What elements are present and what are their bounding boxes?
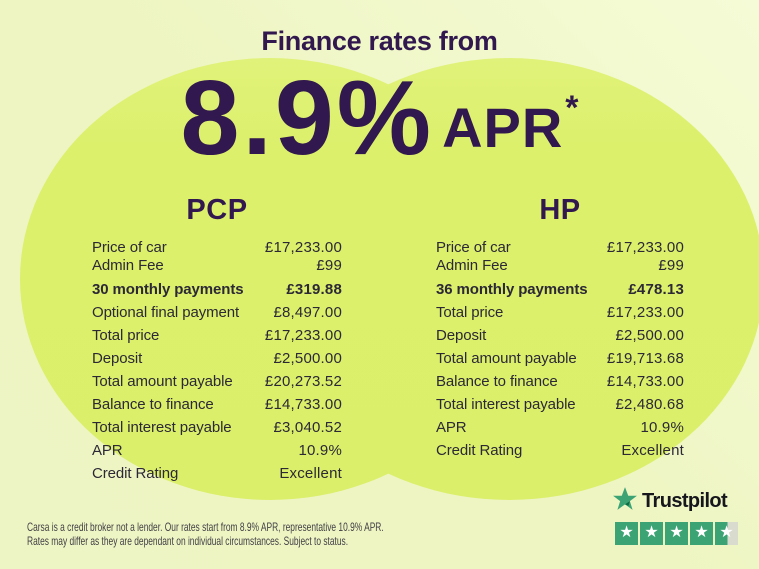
disclaimer-line-2: Rates may differ as they are dependant on individual circumstances. Subject to status. [27,534,349,548]
table-row [92,442,342,460]
table-row [436,419,684,437]
row-label: Optional final payment [92,304,240,321]
row-value: £17,233.00 [606,239,684,256]
row-label: Balance to finance [436,373,558,390]
row-value: £2,500.00 [273,350,342,367]
rating-star-icon: ★ [640,522,663,545]
trustpilot-star-icon [612,486,638,517]
page-title: Finance rates from [261,26,498,56]
headline-rate [0,59,759,177]
table-row [92,465,342,483]
row-label: Price of car [436,239,511,256]
row-value: £319.88 [286,281,342,298]
pcp-rows [92,239,342,483]
table-row [436,327,684,345]
table-row [436,396,684,414]
row-label: APR [436,419,467,436]
row-value: £17,233.00 [264,327,342,344]
row-label: APR [92,442,123,459]
row-label: 36 monthly payments [436,281,588,298]
row-label: Total amount payable [436,350,577,367]
row-label: Total interest payable [436,396,576,413]
row-label: Balance to finance [92,396,214,413]
table-row-monthly-payment [92,281,342,299]
row-value: 10.9% [640,419,684,436]
rate-asterisk: * [565,89,579,127]
hp-finance-table [436,196,684,460]
rate-unit: APR [442,96,564,159]
row-label: 30 monthly payments [92,281,244,298]
row-label: Deposit [92,350,143,367]
table-row [92,257,342,275]
row-label: Credit Rating [436,442,523,459]
table-row [436,350,684,368]
row-label: Total amount payable [92,373,233,390]
table-row [92,373,342,391]
row-value: £14,733.00 [264,396,342,413]
table-row [92,327,342,345]
table-row [436,304,684,322]
trustpilot-rating-stars [615,522,744,545]
row-label: Admin Fee [436,257,508,274]
disclaimer-line-1: Carsa is a credit broker not a lender. Our rates start from 8.9% APR, representative 10.9% APR. [27,520,384,534]
row-value: £3,040.52 [273,419,342,436]
pcp-finance-table [92,196,342,483]
table-row-monthly-payment [436,281,684,299]
legal-disclaimer [27,520,384,548]
row-value: Excellent [279,465,342,482]
row-label: Price of car [92,239,167,256]
row-label: Admin Fee [92,257,164,274]
row-label: Total price [436,304,504,321]
table-row [92,350,342,368]
table-row [92,304,342,322]
pcp-title: PCP [186,194,248,226]
table-row [92,419,342,437]
row-value: £2,480.68 [615,396,684,413]
trustpilot-wordmark: Trustpilot [642,490,728,512]
row-value: £17,233.00 [264,239,342,256]
hp-rows [436,239,684,460]
row-value: £2,500.00 [615,327,684,344]
row-value: £478.13 [628,281,684,298]
row-value: £17,233.00 [606,304,684,321]
rating-star-half-icon: ★ [715,522,738,545]
row-value: £20,273.52 [264,373,342,390]
table-row [436,239,684,257]
row-value: £8,497.00 [273,304,342,321]
rating-star-icon: ★ [690,522,713,545]
row-value: Excellent [621,442,684,459]
trustpilot-badge[interactable] [612,486,744,545]
row-value: £99 [658,257,684,274]
rating-star-icon: ★ [615,522,638,545]
row-label: Total price [92,327,160,344]
table-row [436,373,684,391]
row-value: £19,713.68 [606,350,684,367]
table-row [92,239,342,257]
row-label: Deposit [436,327,487,344]
trustpilot-logo [612,486,744,517]
row-value: £99 [316,257,342,274]
table-row [436,442,684,460]
row-value: 10.9% [298,442,342,459]
row-label: Credit Rating [92,465,179,482]
table-row [92,396,342,414]
row-value: £14,733.00 [606,373,684,390]
row-label: Total interest payable [92,419,232,436]
hp-title: HP [539,194,581,226]
table-row [436,257,684,275]
rating-star-icon: ★ [665,522,688,545]
rate-value: 8.9% [180,59,435,177]
